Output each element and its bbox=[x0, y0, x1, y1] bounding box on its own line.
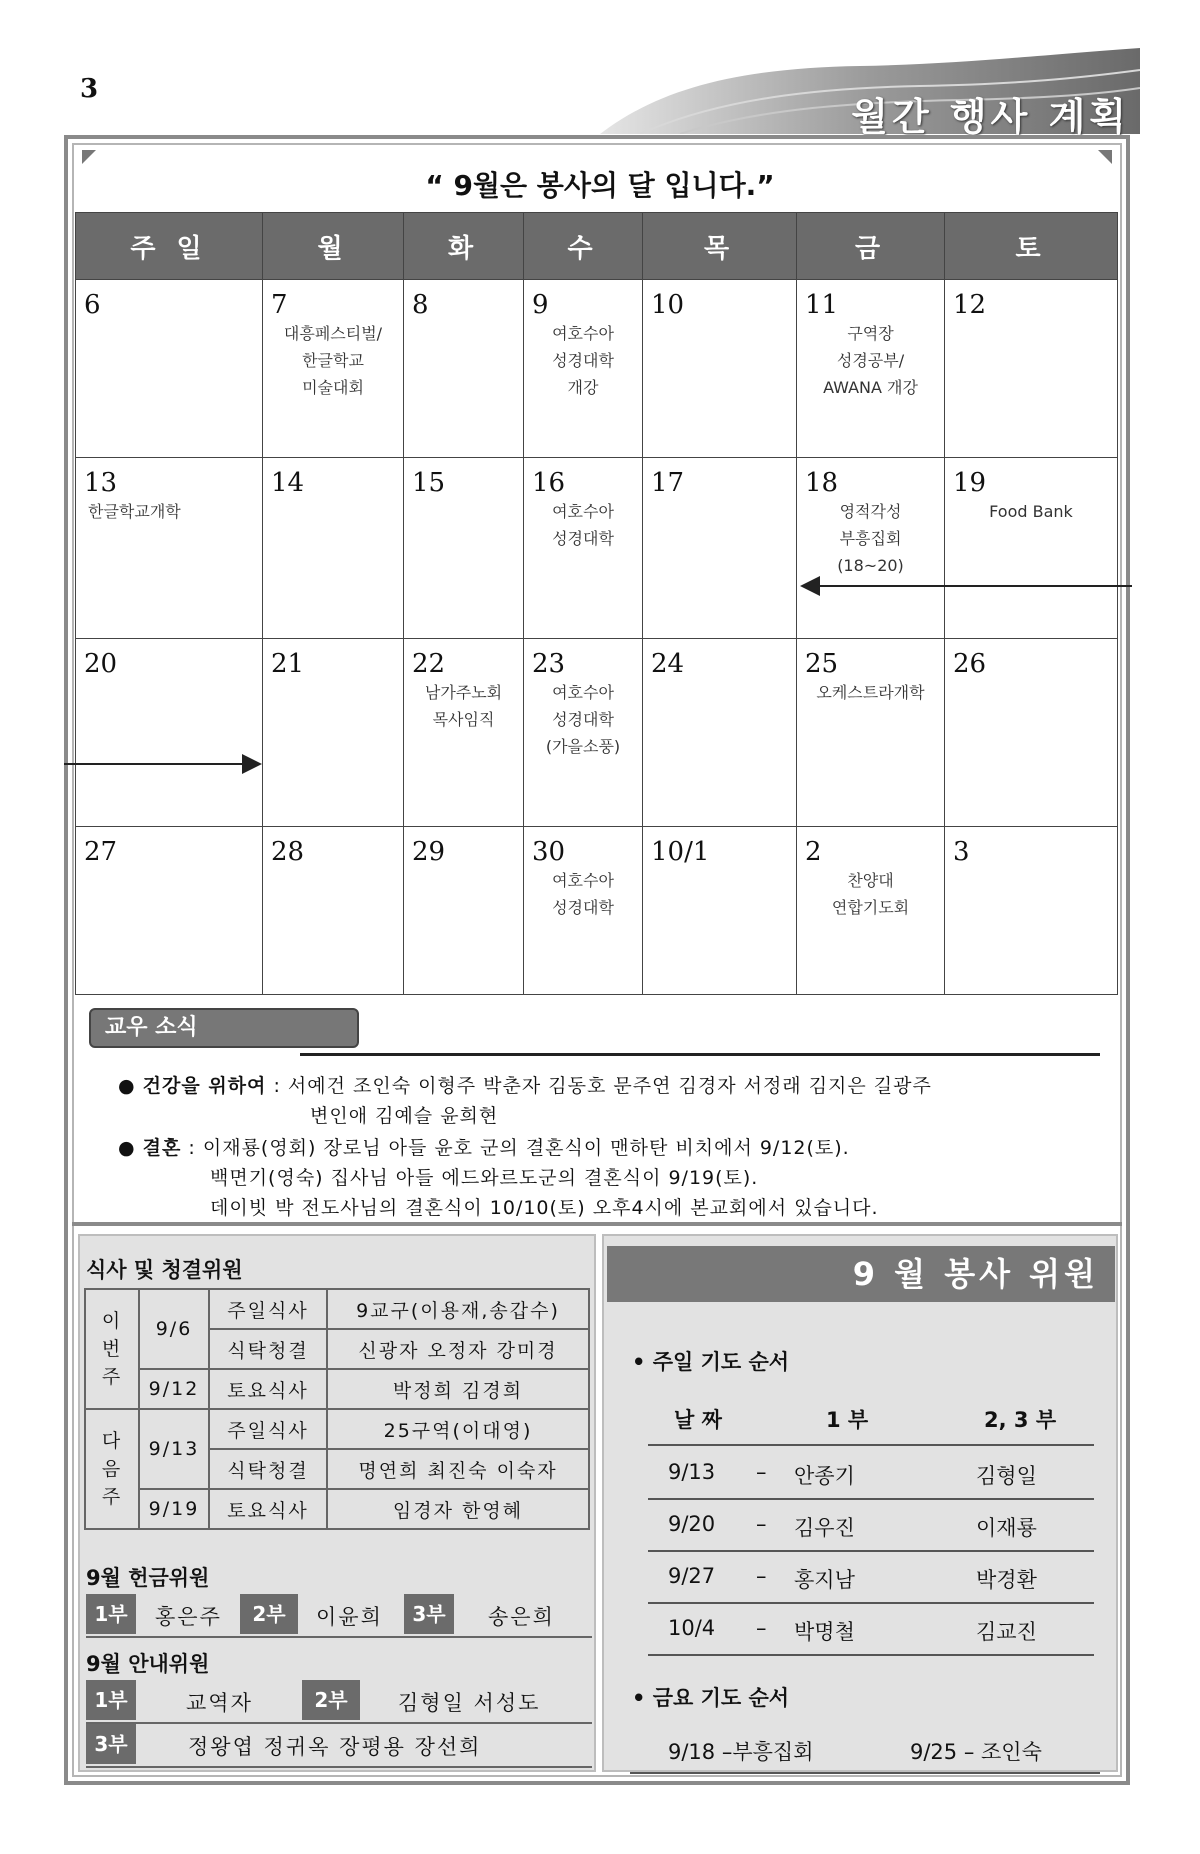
month-slogan: “ 9월은 봉사의 달 입니다.” bbox=[425, 169, 775, 202]
calendar-event: Food Bank bbox=[989, 502, 1073, 521]
weekday-header: 수 bbox=[524, 213, 643, 280]
duty-role: 식탁청결 bbox=[209, 1329, 327, 1369]
news-wedding-text-3: 데이빗 박 전도사님의 결혼식이 10/10(토) 오후4시에 본교회에서 있습니다. bbox=[210, 1197, 879, 1219]
row-rule bbox=[648, 1498, 1094, 1500]
day-number: 6 bbox=[84, 290, 101, 320]
calendar-day-cell bbox=[76, 280, 263, 458]
calendar-day-cell bbox=[797, 639, 945, 827]
prayer-first-service: 김우진 bbox=[794, 1516, 855, 1540]
friday-prayer-item: 9/18 –부흥집회 bbox=[668, 1740, 814, 1764]
calendar-event: 여호수아 bbox=[552, 683, 614, 702]
row-rule bbox=[86, 1722, 592, 1724]
offering-name: 송은희 bbox=[488, 1605, 555, 1629]
calendar-event: 성경대학 bbox=[552, 529, 614, 548]
day-number: 18 bbox=[805, 468, 839, 498]
day-number: 19 bbox=[953, 468, 987, 498]
friday-prayer-item: 9/25 – 조인숙 bbox=[910, 1740, 1042, 1764]
day-number: 8 bbox=[412, 290, 429, 320]
news-title: 교우 소식 bbox=[89, 1008, 359, 1048]
prayer-date: 10/4 bbox=[668, 1616, 716, 1640]
calendar-day-cell bbox=[404, 458, 524, 639]
sunday-prayer-heading: • 주일 기도 순서 bbox=[632, 1350, 790, 1374]
section-divider bbox=[72, 1222, 1122, 1226]
weekday-header: 화 bbox=[404, 213, 524, 280]
day-number: 30 bbox=[532, 837, 566, 867]
day-number: 7 bbox=[271, 290, 288, 320]
calendar-event: 성경대학 bbox=[552, 898, 614, 917]
row-rule bbox=[648, 1550, 1094, 1552]
calendar-day-cell bbox=[797, 458, 945, 639]
arrow-line bbox=[818, 585, 1132, 587]
duty-role: 토요식사 bbox=[209, 1369, 327, 1409]
prayer-dash: – bbox=[756, 1460, 767, 1484]
day-number: 27 bbox=[84, 837, 118, 867]
calendar-day-cell bbox=[945, 639, 1118, 827]
row-rule bbox=[630, 1772, 1100, 1774]
calendar-day-cell bbox=[263, 458, 404, 639]
calendar-week-row bbox=[76, 827, 1118, 995]
calendar-week-row bbox=[76, 458, 1118, 639]
calendar-day-cell bbox=[76, 827, 263, 995]
duty-role: 주일식사 bbox=[209, 1409, 327, 1449]
calendar-event: 여호수아 bbox=[552, 871, 614, 890]
duty-assignees: 25구역(이대영) bbox=[327, 1409, 589, 1449]
calendar-day-cell bbox=[263, 280, 404, 458]
calendar-event: 성경대학 bbox=[552, 710, 614, 729]
corner-ornament bbox=[82, 150, 96, 164]
calendar-day-cell bbox=[76, 639, 263, 827]
duty-date: 9/19 bbox=[139, 1489, 209, 1529]
calendar-event: 한글학교 bbox=[302, 351, 364, 370]
day-number: 21 bbox=[271, 649, 305, 679]
calendar-event: 부흥집회 bbox=[839, 529, 902, 548]
day-number: 15 bbox=[412, 468, 446, 498]
calendar-event: 개강 bbox=[567, 378, 599, 397]
day-number: 13 bbox=[84, 468, 118, 498]
calendar-day-cell bbox=[76, 458, 263, 639]
row-rule bbox=[86, 1636, 592, 1638]
calendar-week-row bbox=[76, 280, 1118, 458]
duty-assignees: 박정희 김경희 bbox=[327, 1369, 589, 1409]
calendar-event: 성경대학 bbox=[552, 351, 614, 370]
calendar-day-cell bbox=[524, 639, 643, 827]
prayer-dash: – bbox=[756, 1616, 767, 1640]
col-date-header: 날 짜 bbox=[674, 1408, 722, 1432]
calendar-day-cell bbox=[945, 280, 1118, 458]
calendar-event: 성경공부/ bbox=[836, 351, 905, 370]
usher-name: 정왕엽 정귀옥 장평용 장선희 bbox=[188, 1735, 482, 1759]
calendar-event: 오케스트라개학 bbox=[816, 683, 925, 702]
calendar-day-cell bbox=[263, 639, 404, 827]
day-number: 25 bbox=[805, 649, 839, 679]
news-wedding-label: 결혼 bbox=[142, 1137, 182, 1159]
row-rule bbox=[86, 1766, 592, 1768]
weekday-header: 토 bbox=[945, 213, 1118, 280]
news-health-names-cont: 변인애 김예슬 윤희현 bbox=[310, 1105, 499, 1127]
weekday-header-row bbox=[76, 213, 1118, 280]
day-number: 20 bbox=[84, 649, 118, 679]
duty-role: 주일식사 bbox=[209, 1289, 327, 1329]
offering-name: 이윤희 bbox=[316, 1605, 383, 1629]
prayer-dash: – bbox=[756, 1512, 767, 1536]
prayer-date: 9/13 bbox=[668, 1460, 716, 1484]
duty-assignees: 9교구(이용재,송갑수) bbox=[327, 1289, 589, 1329]
weekday-header: 목 bbox=[643, 213, 797, 280]
friday-prayer-heading: • 금요 기도 순서 bbox=[632, 1686, 790, 1710]
duty-assignees: 신광자 오정자 강미경 bbox=[327, 1329, 589, 1369]
duty-assignees: 명연희 최진숙 이숙자 bbox=[327, 1449, 589, 1489]
calendar-day-cell bbox=[643, 639, 797, 827]
calendar-event: 구역장 bbox=[847, 324, 894, 343]
calendar-day-cell bbox=[524, 280, 643, 458]
day-number: 16 bbox=[532, 468, 566, 498]
usher-tag: 3부 bbox=[86, 1724, 136, 1764]
calendar-event: 대흥페스티벌/ bbox=[283, 324, 383, 343]
day-number: 22 bbox=[412, 649, 446, 679]
this-week-label: 이 번 주 bbox=[85, 1289, 139, 1409]
calendar-event: (18~20) bbox=[837, 556, 904, 575]
news-wedding-line bbox=[118, 1133, 850, 1160]
header-title: 월간 행사 계획 bbox=[851, 95, 1130, 139]
duty-role: 식탁청결 bbox=[209, 1449, 327, 1489]
prayer-dash: – bbox=[756, 1564, 767, 1588]
prayer-date: 9/20 bbox=[668, 1512, 716, 1536]
day-number: 17 bbox=[651, 468, 685, 498]
calendar-day-cell bbox=[643, 458, 797, 639]
calendar-day-cell bbox=[524, 827, 643, 995]
calendar-day-cell bbox=[404, 280, 524, 458]
calendar-day-cell bbox=[524, 458, 643, 639]
news-divider-line bbox=[300, 1053, 1100, 1056]
calendar-day-cell bbox=[263, 827, 404, 995]
row-rule bbox=[648, 1444, 1094, 1446]
col-first-service-header: 1 부 bbox=[826, 1408, 869, 1432]
prayer-date: 9/27 bbox=[668, 1564, 716, 1588]
calendar-day-cell bbox=[643, 827, 797, 995]
prayer-first-service: 박명철 bbox=[794, 1620, 855, 1644]
row-rule bbox=[648, 1654, 1094, 1656]
day-number: 23 bbox=[532, 649, 566, 679]
day-number: 29 bbox=[412, 837, 446, 867]
prayer-first-service: 홍지남 bbox=[794, 1568, 855, 1592]
row-rule bbox=[648, 1602, 1094, 1604]
usher-name: 김형일 서성도 bbox=[398, 1691, 541, 1715]
calendar-day-cell bbox=[404, 827, 524, 995]
duty-assignees: 임경자 한영혜 bbox=[327, 1489, 589, 1529]
news-wedding-text: : 이재룡(영회) 장로님 아들 윤호 군의 결혼식이 맨하탄 비치에서 9/12(토). bbox=[188, 1137, 850, 1159]
calendar-day-cell bbox=[797, 827, 945, 995]
duty-table bbox=[84, 1288, 590, 1530]
calendar-event: 여호수아 bbox=[552, 502, 614, 521]
day-number: 14 bbox=[271, 468, 305, 498]
usher-name: 교역자 bbox=[186, 1691, 253, 1715]
calendar-event: 찬양대 bbox=[847, 871, 894, 890]
offering-name: 홍은주 bbox=[155, 1605, 222, 1629]
day-number: 10 bbox=[651, 290, 685, 320]
calendar-day-cell bbox=[945, 458, 1118, 639]
day-number: 11 bbox=[805, 290, 839, 320]
calendar-event: AWANA 개강 bbox=[823, 378, 918, 397]
arrow-right-icon bbox=[242, 754, 262, 774]
day-number: 12 bbox=[953, 290, 987, 320]
calendar-event: 영적각성 bbox=[839, 502, 902, 521]
prayer-second-service: 김형일 bbox=[976, 1464, 1037, 1488]
prayer-second-service: 박경환 bbox=[976, 1568, 1037, 1592]
day-number: 28 bbox=[271, 837, 305, 867]
monthly-calendar bbox=[75, 212, 1118, 995]
bullet-icon: ● bbox=[118, 1075, 136, 1097]
day-number: 3 bbox=[953, 837, 970, 867]
calendar-event: 남가주노회 bbox=[424, 683, 503, 702]
page-number: 3 bbox=[80, 74, 99, 104]
arrow-left-icon bbox=[800, 576, 820, 596]
arrow-line bbox=[64, 763, 250, 765]
usher-tag: 1부 bbox=[86, 1680, 136, 1720]
calendar-event: 목사임직 bbox=[432, 710, 495, 729]
calendar-event: 연합기도회 bbox=[831, 898, 910, 917]
volunteer-title: 9 월 봉사 위원 bbox=[607, 1246, 1115, 1302]
next-week-label: 다 음 주 bbox=[85, 1409, 139, 1529]
prayer-second-service: 김교진 bbox=[976, 1620, 1037, 1644]
offering-tag: 3부 bbox=[404, 1594, 454, 1634]
day-number: 24 bbox=[651, 649, 685, 679]
duty-date: 9/13 bbox=[139, 1409, 209, 1489]
weekday-header: 월 bbox=[263, 213, 404, 280]
day-number: 2 bbox=[805, 837, 822, 867]
news-wedding-text-2: 백면기(영숙) 집사님 아들 에드와르도군의 결혼식이 9/19(토). bbox=[210, 1167, 759, 1189]
day-number: 26 bbox=[953, 649, 987, 679]
calendar-week-row bbox=[76, 639, 1118, 827]
offering-tag: 1부 bbox=[86, 1594, 136, 1634]
col-second-service-header: 2, 3 부 bbox=[984, 1408, 1057, 1432]
calendar-event: 한글학교개학 bbox=[88, 502, 181, 521]
corner-ornament bbox=[1098, 150, 1112, 164]
prayer-first-service: 안종기 bbox=[794, 1464, 855, 1488]
calendar-day-cell bbox=[404, 639, 524, 827]
news-health-names: : 서예건 조인숙 이형주 박춘자 김동호 문주연 김경자 서정래 김지은 길광주 bbox=[273, 1075, 932, 1097]
calendar-event: (가을소풍) bbox=[545, 737, 621, 756]
duty-title: 식사 및 청결위원 bbox=[86, 1258, 243, 1282]
duty-role: 토요식사 bbox=[209, 1489, 327, 1529]
day-number: 9 bbox=[532, 290, 549, 320]
bullet-icon: ● bbox=[118, 1137, 136, 1159]
calendar-day-cell bbox=[643, 280, 797, 458]
news-health-label: 건강을 위하여 bbox=[142, 1075, 267, 1097]
usher-tag: 2부 bbox=[302, 1680, 360, 1720]
weekday-header: 주 일 bbox=[76, 213, 263, 280]
calendar-event: 미술대회 bbox=[302, 378, 364, 397]
weekday-header: 금 bbox=[797, 213, 945, 280]
prayer-second-service: 이재룡 bbox=[976, 1516, 1037, 1540]
ushers-title: 9월 안내위원 bbox=[86, 1652, 210, 1676]
news-health-line bbox=[118, 1071, 932, 1098]
calendar-event: 여호수아 bbox=[552, 324, 614, 343]
duty-date: 9/12 bbox=[139, 1369, 209, 1409]
offering-title: 9월 헌금위원 bbox=[86, 1566, 210, 1590]
calendar-day-cell bbox=[797, 280, 945, 458]
offering-tag: 2부 bbox=[240, 1594, 298, 1634]
duty-date: 9/6 bbox=[139, 1289, 209, 1369]
day-number: 10/1 bbox=[651, 837, 710, 867]
calendar-day-cell bbox=[945, 827, 1118, 995]
